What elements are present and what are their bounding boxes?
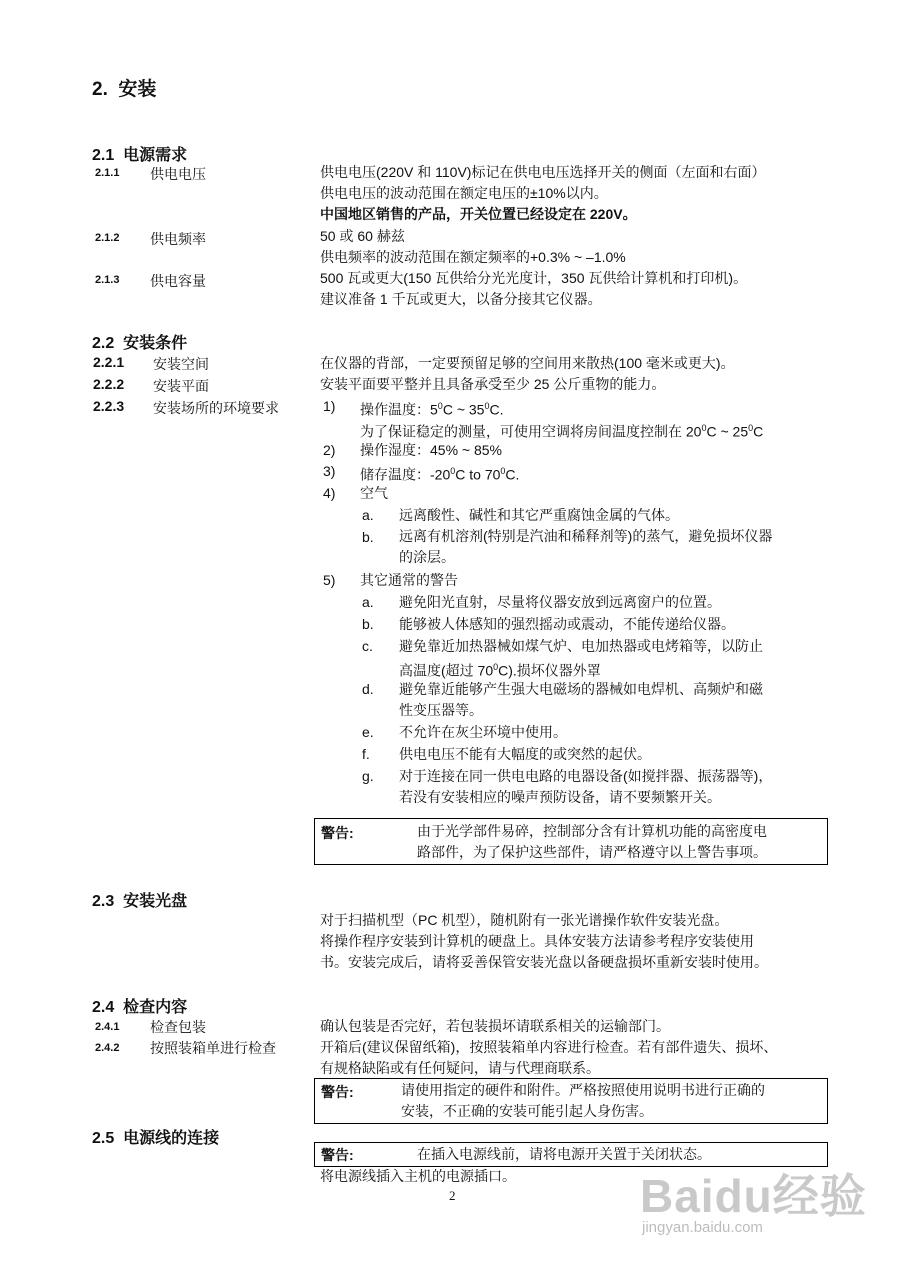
env-4-b-text: 远离有机溶剂(特别是汽油和稀释剂等)的蒸气，避免损坏仪器 的涂层。 <box>399 528 773 565</box>
env-5-e-marker: e. <box>362 724 374 740</box>
baidu-watermark-url: jingyan.baidu.com <box>642 1219 763 1236</box>
item-2-2-2-label: 安装平面 <box>153 378 209 394</box>
warning-text: 在插入电源线前，请将电源开关置于关闭状态。 <box>417 1146 711 1162</box>
env-5-f-marker: f. <box>362 746 370 762</box>
item-2-1-3-label: 供电容量 <box>150 273 206 289</box>
item-2-1-2-text: 50 或 60 赫兹 供电频率的波动范围在额定频率的+0.3% ~ –1.0% <box>320 228 626 265</box>
warning-label: 警告: <box>321 1084 354 1100</box>
env-5-c-text: 避免靠近加热器械如煤气炉、电加热器或电烤箱等，以防止 高温度(超过 $70^0C$).损坏仪器外罩 <box>399 638 763 679</box>
env-3-number: 3) <box>323 463 336 479</box>
env-3-text: 储存温度：$-20^0C$ to $70^0C$. <box>360 466 520 483</box>
item-2-1-2-number: 2.1.2 <box>95 232 120 244</box>
item-2-1-1-number: 2.1.1 <box>95 167 120 179</box>
section-2-3-text: 对于扫描机型（PC 机型），随机附有一张光谱操作软件安装光盘。 将操作程序安装到计算机的硬盘上。具体安装方法请参考程序安装使用 书。安装完成后，请将妥善保管安装光盘以备硬盘损坏重新安装时使用。 <box>320 912 768 970</box>
item-2-4-1-label: 检查包装 <box>150 1019 206 1035</box>
item-2-1-1-label: 供电电压 <box>150 166 206 182</box>
item-2-2-1-text: 在仪器的背部，一定要预留足够的空间用来散热(100 毫米或更大)。 <box>320 355 735 371</box>
item-2-4-2-label: 按照装箱单进行检查 <box>150 1040 276 1056</box>
warning-box-check <box>314 1078 828 1124</box>
env-5-a-marker: a. <box>362 594 374 610</box>
env-5-f-text: 供电电压不能有大幅度的或突然的起伏。 <box>399 746 651 762</box>
item-2-4-2-text: 开箱后(建议保留纸箱)，按照装箱单内容进行检查。若有部件遗失、损坏、 有规格缺陷或有任何疑问，请与代理商联系。 <box>320 1039 778 1076</box>
env-5-number: 5) <box>323 572 336 588</box>
chapter-heading: 2. 安装 <box>92 79 157 100</box>
env-1-text: 操作温度：$5^0C$ ~ $35^0C$. <box>360 401 504 418</box>
env-5-g-marker: g. <box>362 768 374 784</box>
item-2-4-2-number: 2.4.2 <box>95 1042 120 1054</box>
env-5-e-text: 不允许在灰尘环境中使用。 <box>399 724 567 740</box>
item-2-2-3-number: 2.2.3 <box>93 398 125 414</box>
item-2-2-2-number: 2.2.2 <box>93 376 125 392</box>
item-2-2-1-number: 2.2.1 <box>93 354 125 370</box>
section-2-1-heading: 2.1 电源需求 <box>92 147 188 164</box>
section-2-5-heading: 2.5 电源线的连接 <box>92 1130 220 1147</box>
env-1-note: 为了保证稳定的测量，可使用空调将房间温度控制在 $20^0C$ ~ $25^0C$ <box>360 423 764 440</box>
env-5-b-text: 能够被人体感知的强烈摇动或震动，不能传递给仪器。 <box>399 616 735 632</box>
section-2-3-heading: 2.3 安装光盘 <box>92 893 188 910</box>
item-2-2-1-label: 安装空间 <box>153 356 209 372</box>
env-4-b-marker: b. <box>362 529 374 545</box>
item-2-2-3-label: 安装场所的环境要求 <box>153 400 279 416</box>
env-5-c-marker: c. <box>362 638 373 654</box>
env-5-b-marker: b. <box>362 616 374 632</box>
env-2-number: 2) <box>323 442 336 458</box>
env-4-a-text: 远离酸性、碱性和其它严重腐蚀金属的气体。 <box>399 507 679 523</box>
item-2-4-1-text: 确认包装是否完好，若包装损坏请联系相关的运输部门。 <box>320 1018 670 1034</box>
env-1-number: 1) <box>323 398 336 414</box>
warning-label: 警告: <box>321 1147 354 1163</box>
env-2-text: 操作湿度：45% ~ 85% <box>360 442 502 458</box>
item-2-1-3-text: 500 瓦或更大(150 瓦供给分光光度计，350 瓦供给计算机和打印机)。 建议准备 1 千瓦或更大，以备分接其它仪器。 <box>320 270 748 307</box>
item-2-1-2-label: 供电频率 <box>150 231 206 247</box>
item-2-2-2-text: 安装平面要平整并且具备承受至少 25 公斤重物的能力。 <box>320 376 666 392</box>
env-4-number: 4) <box>323 485 336 501</box>
warning-text: 由于光学部件易碎，控制部分含有计算机功能的高密度电 路部件，为了保护这些部件，请严格遵守以上警告事项。 <box>417 823 767 860</box>
env-5-g-text: 对于连接在同一供电电路的电器设备(如搅拌器、振荡器等)， 若没有安装相应的噪声预防设备，请不要频繁开关。 <box>399 768 773 805</box>
env-4-a-marker: a. <box>362 507 374 523</box>
baidu-watermark-logo: Baidu经验 <box>640 1170 867 1222</box>
section-2-4-heading: 2.4 检查内容 <box>92 999 188 1016</box>
warning-label: 警告: <box>321 825 354 841</box>
env-5-d-marker: d. <box>362 681 374 697</box>
env-4-text: 空气 <box>360 485 388 501</box>
item-2-4-1-number: 2.4.1 <box>95 1021 120 1033</box>
env-5-a-text: 避免阳光直射，尽量将仪器安放到远离窗户的位置。 <box>399 594 721 610</box>
item-2-1-1-text: 供电电压(220V 和 110V)标记在供电电压选择开关的侧面（左面和右面） 供电电压的波动范围在额定电压的±10%以内。 中国地区销售的产品，开关位置已经设定在 220V。 <box>320 164 766 222</box>
section-2-5-text: 将电源线插入主机的电源插口。 <box>320 1168 516 1184</box>
item-2-1-3-number: 2.1.3 <box>95 274 120 286</box>
section-2-2-heading: 2.2 安装条件 <box>92 335 188 352</box>
env-5-d-text: 避免靠近能够产生强大电磁场的器械如电焊机、高频炉和磁 性变压器等。 <box>399 681 763 718</box>
warning-text: 请使用指定的硬件和附件。严格按照使用说明书进行正确的 安装，不正确的安装可能引起人身伤害。 <box>401 1082 765 1119</box>
warning-box-installation <box>314 818 828 865</box>
page-number: 2 <box>449 1188 456 1203</box>
env-5-text: 其它通常的警告 <box>360 572 458 588</box>
